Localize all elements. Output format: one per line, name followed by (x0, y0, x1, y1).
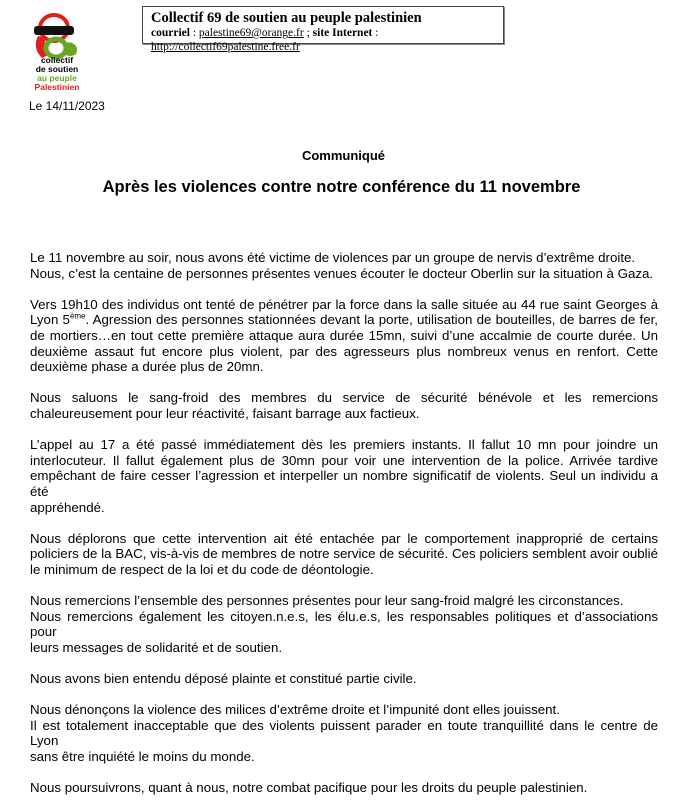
line-text: chaleureusement pour leur réactivité, faisant barrage aux factieux. (30, 405, 420, 421)
text-line (30, 718, 658, 749)
text-line (30, 312, 658, 328)
paragraph (30, 390, 658, 421)
text-line (30, 390, 658, 406)
organization-name: Collectif 69 de soutien au peuple palestinien (151, 10, 422, 26)
text-line (30, 531, 658, 547)
text-line (30, 640, 658, 656)
line-text: Nous, c’est la centaine de personnes présentes venues écouter le docteur Oberlin sur la situation à Gaza. (30, 265, 654, 281)
line-text: Nous dénonçons la violence des milices d’extrême droite et l’impunité dont elles jouissent. (30, 702, 560, 718)
paragraph (30, 593, 658, 655)
line-text: Il est totalement inacceptable que des violents puissent parader en toute tranquillité dans le centre de Lyon (30, 717, 658, 749)
line-text: interlocuteur. Il fallut également plus de 30mn pour voir une intervention de la police. Arrivée tardive (30, 452, 658, 468)
text-line (30, 780, 658, 796)
paragraph (30, 671, 658, 687)
line-text: Nous remercions l’ensemble des personnes présentes pour leur sang-froid malgré les circonstances. (30, 593, 624, 609)
contact-line: courriel : palestine69@orange.fr ; site Internet : http://collectif69palestine.free.fr (151, 27, 379, 53)
site-label: site Internet (312, 27, 373, 39)
document-kind: Communiqué (301, 148, 386, 163)
text-line (30, 359, 658, 375)
paragraph (30, 297, 658, 375)
logo-line: Palestinien (34, 82, 80, 92)
paragraph (30, 780, 658, 796)
line-text: Nous saluons le sang-froid des membres du service de sécurité bénévole et les remercions (30, 390, 658, 406)
text-line (30, 593, 658, 609)
line-text: L’appel au 17 a été passé immédiatement dès les premiers instants. Il fallut 10 mn pour joindre un (30, 437, 658, 453)
document-body (30, 250, 658, 811)
text-line (30, 406, 658, 422)
paragraph (30, 250, 658, 281)
text-line (30, 250, 658, 266)
text-line (30, 266, 658, 282)
line-text: leurs messages de solidarité et de soutien. (30, 639, 283, 655)
text-line (30, 562, 658, 578)
line-text: de mortiers…en tout cette première attaque aura durée 15mn, suivi d’une accalmie de courte durée. Un (30, 327, 658, 343)
line-text: le minimum de respect de la loi et du code de déontologie. (30, 561, 374, 577)
paragraph (30, 702, 658, 764)
document-date: Le 14/11/2023 (29, 99, 105, 113)
line-text: Lyon 5 (30, 312, 70, 328)
line-text: Nous avons bien entendu déposé plainte et constitué partie civile. (30, 671, 417, 687)
line-text: policiers de la BAC, vis-à-vis de membres de notre service de sécurité. Ces policiers semblent avoir oublié (30, 546, 658, 562)
line-text: appréhendé. (30, 499, 105, 515)
logo-line: de soutien (35, 64, 79, 74)
logo-line: collectif (40, 55, 74, 65)
text-line (30, 609, 658, 640)
text-line (30, 344, 658, 360)
text-line (30, 297, 658, 313)
text-line (30, 500, 658, 516)
logo-text (25, 56, 89, 92)
logo-line: au peuple (37, 73, 77, 83)
line-text: Nous remercions également les citoyen.n.e.s, les élu.e.s, les responsables politiques et d’associations pour (30, 608, 658, 640)
text-line (30, 671, 658, 687)
header-box (142, 6, 504, 53)
line-text: sans être inquiété le moins du monde. (30, 749, 255, 764)
text-line (30, 437, 658, 453)
site-link[interactable]: http://collectif69palestine.free.fr (151, 41, 300, 53)
superscript: ème (69, 311, 86, 321)
paragraph (30, 437, 658, 515)
text-line (30, 328, 658, 344)
line-text: deuxième phase a durée plus de 20mn. (30, 359, 264, 375)
email-link[interactable]: palestine69@orange.fr (198, 27, 304, 39)
line-text: deuxième assaut fut encore plus violent, par des agresseurs plus nombreux venus en renfort. Cette (30, 343, 658, 359)
line-text: Le 11 novembre au soir, nous avons été victime de violences par un groupe de nervis d’extrême droite. (30, 250, 636, 265)
paragraph (30, 531, 658, 578)
text-line (30, 546, 658, 562)
document-title: Après les violences contre notre conférence du 11 novembre (102, 178, 581, 196)
line-text: Vers 19h10 des individus ont tenté de pénétrer par la force dans la salle située au 44 rue saint Georges à (30, 296, 658, 312)
line-text: . Agression des personnes stationnées devant la porte, utilisation de bouteilles, de barres de fer, (85, 312, 658, 328)
line-text: Nous poursuivrons, quant à nous, notre combat pacifique pour les droits du peuple palestinien. (30, 780, 588, 796)
text-line (30, 749, 658, 765)
line-text: empêchant de faire cesser l’agression et interpeller un nombre significatif de violents. Seul un individu a été (30, 468, 658, 499)
text-line (30, 453, 658, 469)
text-line (30, 702, 658, 718)
text-line (30, 468, 658, 499)
email-label: courriel (151, 27, 190, 39)
line-text: Nous déplorons que cette intervention ait été entachée par le comportement inapproprié de certains (30, 530, 658, 546)
